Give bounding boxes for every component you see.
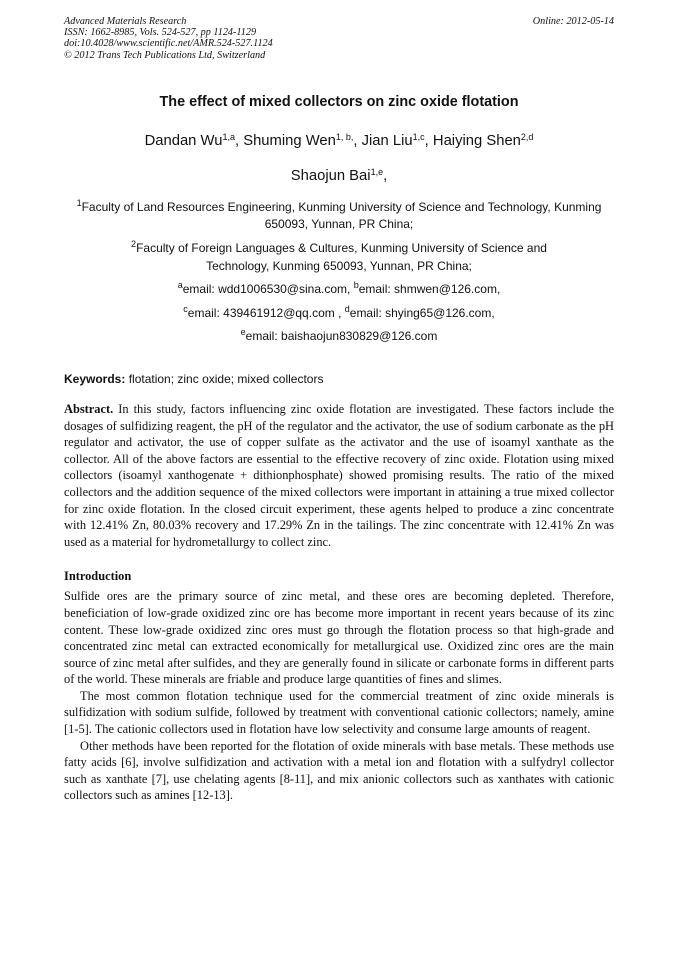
publication-header (64, 16, 614, 61)
introduction-heading: Introduction (64, 569, 132, 584)
affiliation-text: Faculty of Foreign Languages & Cultures, Kunming University of Science and Technology, Kunming 650093, Yunnan, PR China; (136, 241, 547, 273)
author-list-continued (64, 167, 614, 185)
author-sup: 1,e (370, 166, 384, 177)
paper-title: The effect of mixed collectors on zinc oxide flotation (159, 93, 519, 110)
email-sup: d (344, 303, 350, 314)
author-name: Shuming Wen (243, 132, 336, 149)
copyright-line: © 2012 Trans Tech Publications Ltd, Switzerland (64, 49, 266, 61)
email-text: email: shying65@126.com, (349, 305, 495, 320)
affiliation-2 (64, 240, 614, 275)
online-date: Online: 2012-05-14 (532, 16, 614, 27)
email-line-2 (64, 305, 614, 323)
author-separator: , (234, 132, 244, 149)
introduction-paragraph: The most common flotation technique used for the commercial treatment of zinc oxide minerals is sulfidization with sodium sulfide, followed by treatment with conventional cationic collectors; namely, amine [1-5]. The cationic collectors used in flotation have low selectivity and consume large amounts of reagent. (64, 688, 614, 737)
publication-info (64, 16, 273, 61)
abstract-text: In this study, factors influencing zinc oxide flotation are investigated. These factors include the dosages of sulfidizing reagent, the pH of the regulator and the activator, the use of sodium carbonate as the pH regulator and activator, the use of copper sulfate as the activator and the use of isoamyl xanthate as the collector. All of the above factors are essential to the effective recovery of zinc oxide. Flotation using mixed collectors (isoamyl xanthogenate + dithionphosphate) showed promising results. The ratio of the mixed collectors and the addition sequence of the mixed collectors were important in attaining a true mixed collector for zinc oxide flotation. In the closed circuit experiment, these agents helped to produce a zinc concentrate with 12.41% Zn, 80.03% recovery and 17.29% Zn in the tailings. The zinc concentrate with 12.41% Zn was used as a material for hydrometallurgy to collect zinc. (64, 401, 614, 549)
email-sup: b (353, 280, 359, 291)
introduction-paragraph: Sulfide ores are the primary source of zinc metal, and these ores are becoming depleted. Therefore, beneficiation of low-grade oxidized zinc ore has become more important in recent years because of its zinc content. These low-grade oxidized zinc ores must go through the flotation process so that high-grade and concentrated zinc metal can extracted economically for metallurgical use. Oxidized zinc ores are the main source of zinc metal after sulfides, and they are generally found in silicate or carbonate forms in different parts of the world. These minerals are friable and produce large quantities of fines and slimes. (64, 589, 614, 687)
keywords (64, 371, 614, 387)
author-separator: , (383, 167, 388, 184)
email-sup: c (183, 303, 188, 314)
email-line-3 (64, 328, 614, 346)
author-name: Jian Liu (361, 132, 413, 149)
journal-name: Advanced Materials Research (64, 16, 187, 27)
affiliation-sup: 1 (76, 197, 82, 208)
email-text: email: 439461912@qq.com , (187, 305, 345, 320)
author-name: Dandan Wu (144, 132, 223, 149)
author-separator: , (353, 132, 362, 149)
affiliation-sup: 2 (131, 239, 137, 249)
abstract-label: Abstract. (64, 401, 114, 416)
author-sup: 2,d (520, 131, 534, 142)
introduction-paragraph: Other methods have been reported for the flotation of oxide minerals with base metals. These methods use fatty acids [6], involve sulfidization and activation with a metal ion and flotation with a sulfydryl collector such as xanthate [7], use chelating agents [8-11], and mix anionic collectors such as xanthates with cationic collectors such as amines [12-13]. (64, 738, 614, 803)
email-line-1 (64, 281, 614, 299)
author-list (64, 132, 614, 150)
email-sup: a (177, 280, 183, 291)
author-name: Haiying Shen (432, 132, 521, 149)
abstract (64, 401, 614, 550)
email-sup: e (240, 327, 246, 338)
email-text: email: shmwen@126.com, (358, 282, 501, 297)
author-separator: , (424, 132, 433, 149)
keywords-text: flotation; zinc oxide; mixed collectors (125, 371, 324, 386)
keywords-label: Keywords: (64, 371, 126, 386)
author-sup: 1,c (412, 131, 425, 142)
author-sup: 1,a (222, 131, 235, 142)
affiliation-1 (64, 199, 614, 234)
email-text: email: baishaojun830829@126.com (245, 329, 438, 344)
doi-line: doi:10.4028/www.scientific.net/AMR.524-527.1124 (64, 38, 273, 50)
issn-line: ISSN: 1662-8985, Vols. 524-527, pp 1124-1129 (64, 27, 257, 39)
email-text: email: wdd1006530@sina.com, (182, 282, 354, 297)
affiliation-text: Faculty of Land Resources Engineering, Kunming University of Science and Technology, Kunming 650093, Yunnan, PR China; (81, 199, 602, 232)
author-name: Shaojun Bai (290, 167, 371, 184)
author-sup: 1, b, (335, 131, 354, 142)
